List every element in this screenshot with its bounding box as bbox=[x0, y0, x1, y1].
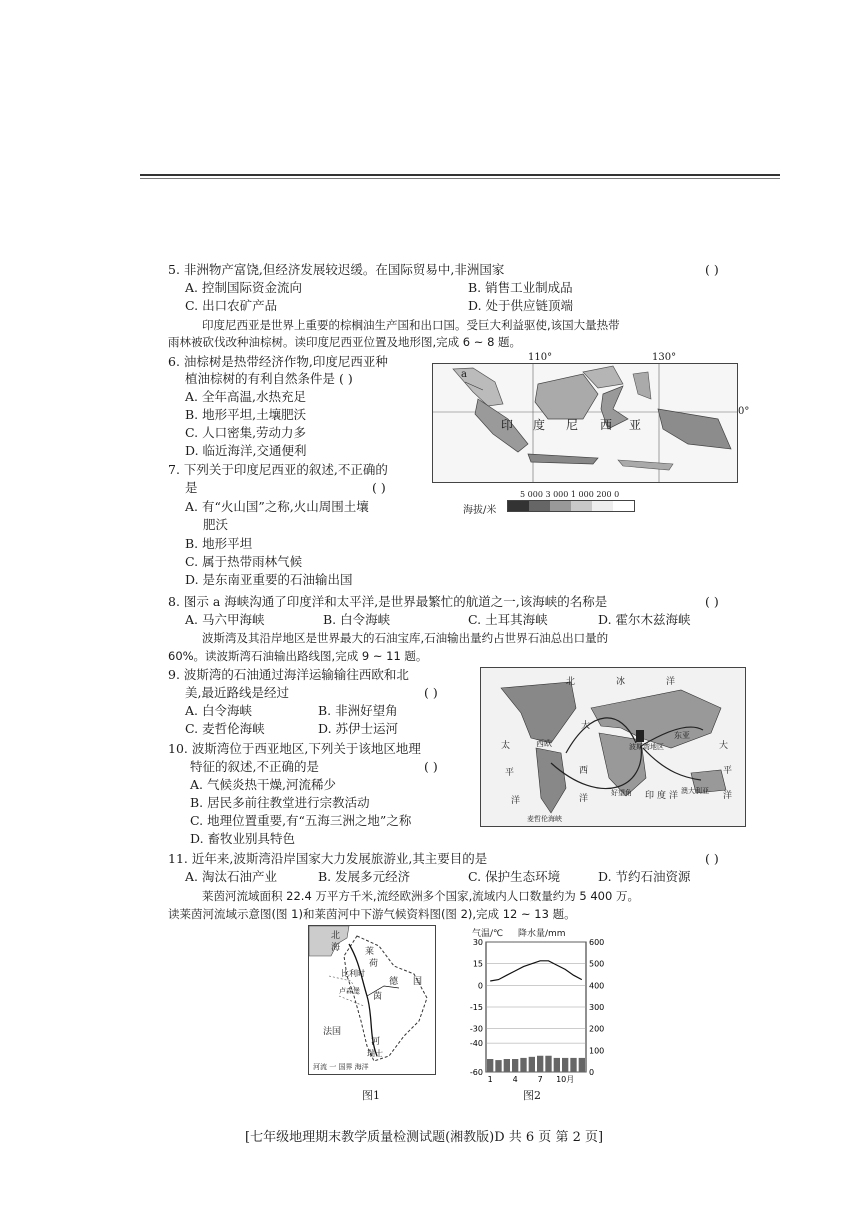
precip-tick-label: 600 bbox=[589, 938, 605, 947]
precip-tick-label: 500 bbox=[589, 959, 605, 969]
oil-route-map-caption: 麦哲伦海峡 bbox=[527, 815, 562, 823]
precip-bar bbox=[570, 1058, 576, 1072]
q5-option-c: C. 出口农矿产品 bbox=[185, 298, 278, 313]
q8-option-c: C. 土耳其海峡 bbox=[468, 612, 548, 627]
intro-persian-gulf-line1: 波斯湾及其沿岸地区是世界最大的石油宝库,石油输出量约占世界石油总出口量的 bbox=[202, 631, 609, 645]
q8-stem: 8. 图示 a 海峡沟通了印度洋和太平洋,是世界最繁忙的航道之一,该海峡的名称是 bbox=[168, 594, 608, 609]
temp-tick-label: 30 bbox=[472, 938, 483, 947]
intro-rhine-line2: 读莱茵河流域示意图(图 1)和莱茵河中下游气候资料图(图 2),完成 12 ~ 13 题。 bbox=[168, 907, 576, 921]
elevation-legend-title: 海拔/米 bbox=[463, 505, 497, 516]
q10-stem-2: 特征的叙述,不正确的是 bbox=[190, 759, 319, 774]
ocean-label-pacific-w-3: 洋 bbox=[511, 796, 521, 806]
q6-stem-1: 6. 油棕树是热带经济作物,印度尼西亚种 bbox=[168, 354, 388, 369]
q8-option-b: B. 白令海峡 bbox=[323, 612, 391, 627]
q11-option-b: B. 发展多元经济 bbox=[318, 869, 411, 884]
fig2-precip-axis-title: 降水量/mm bbox=[518, 929, 566, 939]
q11-answer-paren: ( ) bbox=[705, 851, 719, 866]
map-country-char-4: 西 bbox=[600, 418, 613, 432]
precip-tick-label: 400 bbox=[589, 981, 605, 991]
ocean-label-arctic-3: 洋 bbox=[666, 677, 676, 687]
q7-option-a-2: 肥沃 bbox=[203, 517, 229, 532]
elevation-legend-bar bbox=[507, 500, 635, 512]
map-country-char-2: 度 bbox=[533, 418, 546, 432]
fig1-legend: 河流 一 国界 海洋 bbox=[313, 1063, 369, 1071]
q10-option-a: A. 气候炎热干燥,河流稀少 bbox=[190, 777, 336, 792]
page-footer: [七年级地理期末教学质量检测试题(湘教版)D 共 6 页 第 2 页] bbox=[245, 1130, 604, 1145]
precip-bar bbox=[512, 1059, 518, 1072]
rhine-basin-map bbox=[308, 925, 436, 1075]
fig1-label-north: 北 bbox=[331, 931, 341, 941]
ocean-label-atlantic-2: 西 bbox=[579, 766, 589, 776]
precip-bar bbox=[520, 1058, 526, 1072]
fig2-temp-axis-title: 气温/℃ bbox=[472, 929, 504, 939]
ocean-label-arctic-2: 冰 bbox=[616, 677, 626, 687]
ocean-label-pacific-e-2: 平 bbox=[723, 766, 733, 776]
q7-option-b: B. 地形平坦 bbox=[185, 536, 253, 551]
scan-top-rule bbox=[140, 174, 780, 176]
q9-option-b: B. 非洲好望角 bbox=[318, 703, 398, 718]
region-label-east-asia: 东亚 bbox=[674, 731, 690, 740]
month-tick-label: 4 bbox=[512, 1075, 518, 1084]
q10-answer-paren: ( ) bbox=[424, 759, 438, 774]
q9-answer-paren: ( ) bbox=[424, 685, 438, 700]
ocean-label-atlantic-3: 洋 bbox=[579, 794, 589, 804]
q7-stem-2: 是 bbox=[185, 480, 198, 495]
temp-tick-label: -60 bbox=[469, 1068, 483, 1077]
q8-option-d: D. 霍尔木兹海峡 bbox=[598, 612, 691, 627]
q7-stem-1: 7. 下列关于印度尼西亚的叙述,不正确的 bbox=[168, 462, 388, 477]
q9-option-a: A. 白令海峡 bbox=[185, 703, 252, 718]
strait-label-a: a bbox=[461, 369, 467, 380]
q5-answer-paren: ( ) bbox=[705, 262, 719, 277]
elevation-scale-values: 5 000 3 000 1 000 200 0 bbox=[520, 490, 620, 499]
precip-bar bbox=[545, 1056, 551, 1072]
oil-route-map-graphic bbox=[481, 668, 745, 826]
map-longitude-110: 110° bbox=[528, 352, 553, 363]
q5-option-d: D. 处于供应链顶端 bbox=[468, 298, 574, 313]
q10-stem-1: 10. 波斯湾位于西亚地区,下列关于该地区地理 bbox=[168, 741, 421, 756]
fig2-caption: 图2 bbox=[523, 1089, 541, 1102]
q9-option-c: C. 麦哲伦海峡 bbox=[185, 721, 265, 736]
q5-option-b: B. 销售工业制成品 bbox=[468, 280, 573, 295]
precip-bar bbox=[487, 1059, 493, 1072]
ocean-label-pacific-w-1: 太 bbox=[501, 741, 511, 751]
intro-rhine-line1: 莱茵河流域面积 22.4 万平方千米,流经欧洲多个国家,流域内人口数量约为 5 400 万。 bbox=[202, 889, 639, 903]
q8-answer-paren: ( ) bbox=[705, 594, 719, 609]
precip-bar bbox=[495, 1060, 501, 1072]
temp-tick-label: 15 bbox=[472, 959, 483, 969]
fig1-label-rhine-1: 莱 bbox=[365, 947, 375, 957]
temp-tick-label: -40 bbox=[469, 1039, 483, 1049]
map-country-char-3: 尼 bbox=[566, 418, 579, 432]
ocean-label-indian-1: 印 bbox=[645, 791, 655, 801]
intro-persian-gulf-line2: 60%。读波斯湾石油输出路线图,完成 9 ~ 11 题。 bbox=[168, 649, 428, 663]
ocean-label-pacific-e-3: 洋 bbox=[723, 791, 733, 801]
q7-option-a-1: A. 有“火山国”之称,火山周围土壤 bbox=[185, 499, 369, 514]
q5-option-a: A. 控制国际资金流向 bbox=[185, 280, 302, 295]
climate-chart bbox=[458, 936, 618, 1086]
q6-option-b: B. 地形平坦,土壤肥沃 bbox=[185, 407, 307, 422]
ocean-label-atlantic-1: 大 bbox=[581, 721, 591, 731]
temp-tick-label: -30 bbox=[469, 1024, 483, 1034]
ocean-label-arctic-1: 北 bbox=[566, 677, 576, 687]
month-tick-label: 1 bbox=[487, 1075, 493, 1084]
q10-option-b: B. 居民多前往教堂进行宗教活动 bbox=[190, 795, 370, 810]
month-tick-label: 10月 bbox=[556, 1075, 575, 1084]
oil-route-map bbox=[480, 667, 746, 827]
fig1-label-switzerland: 瑞士 bbox=[367, 1049, 383, 1058]
precip-tick-label: 300 bbox=[589, 1003, 605, 1012]
temp-tick-label: 0 bbox=[477, 981, 483, 991]
ocean-label-indian-3: 洋 bbox=[669, 791, 679, 801]
q7-option-d: D. 是东南亚重要的石油输出国 bbox=[185, 572, 353, 587]
fig1-label-rhine-2: 河 bbox=[371, 1037, 381, 1047]
ocean-label-pacific-e-1: 大 bbox=[719, 741, 729, 751]
region-label-west-europe: 西欧 bbox=[536, 739, 552, 748]
precip-bar bbox=[554, 1058, 560, 1072]
region-label-persian-gulf: 波斯湾地区 bbox=[629, 743, 664, 751]
precip-bar bbox=[562, 1058, 568, 1072]
map-longitude-130: 130° bbox=[652, 352, 677, 363]
q6-option-a: A. 全年高温,水热充足 bbox=[185, 389, 306, 404]
precip-bar bbox=[579, 1058, 585, 1072]
intro-indonesia-line1: 印度尼西亚是世界上重要的棕榈油生产国和出口国。受巨大利益驱使,该国大量热带 bbox=[202, 318, 620, 332]
q5-stem: 5. 非洲物产富饶,但经济发展较迟缓。在国际贸易中,非洲国家 bbox=[168, 262, 505, 277]
map-country-char-1: 印 bbox=[501, 418, 514, 432]
fig1-label-belgium: 比利时 bbox=[341, 969, 365, 978]
temp-tick-label: -15 bbox=[469, 1003, 483, 1012]
q8-option-a: A. 马六甲海峡 bbox=[185, 612, 265, 627]
map-country-char-5: 亚 bbox=[629, 418, 642, 432]
scan-top-rule-thin bbox=[140, 178, 780, 179]
precip-tick-label: 200 bbox=[589, 1024, 605, 1034]
q11-option-c: C. 保护生态环境 bbox=[468, 869, 561, 884]
q7-answer-paren: ( ) bbox=[372, 480, 386, 495]
fig1-label-sea: 海 bbox=[331, 943, 341, 953]
q11-stem: 11. 近年来,波斯湾沿岸国家大力发展旅游业,其主要目的是 bbox=[168, 851, 488, 866]
map-equator-label: 0° bbox=[738, 406, 750, 417]
fig1-label-netherlands: 荷 bbox=[369, 959, 379, 969]
q6-option-d: D. 临近海洋,交通便利 bbox=[185, 443, 307, 458]
q11-option-d: D. 节约石油资源 bbox=[598, 869, 691, 884]
fig1-label-luxembourg: 卢森堡 bbox=[339, 987, 360, 995]
fig1-label-germany-2: 国 bbox=[413, 977, 423, 987]
month-tick-label: 7 bbox=[537, 1075, 543, 1084]
region-label-australia: 澳大利亚 bbox=[681, 787, 709, 795]
q11-option-a: A. 淘汰石油产业 bbox=[185, 869, 277, 884]
precip-bar bbox=[504, 1059, 510, 1072]
fig1-caption: 图1 bbox=[362, 1089, 380, 1102]
fig1-label-france: 法国 bbox=[323, 1027, 342, 1037]
q10-option-c: C. 地理位置重要,有“五海三洲之地”之称 bbox=[190, 813, 412, 828]
q7-option-c: C. 属于热带雨林气候 bbox=[185, 554, 303, 569]
fig1-label-germany-1: 德 bbox=[389, 977, 399, 987]
q9-stem-2: 美,最近路线是经过 bbox=[185, 685, 289, 700]
precip-bar bbox=[529, 1057, 535, 1072]
q9-stem-1: 9. 波斯湾的石油通过海洋运输输往西欧和北 bbox=[168, 667, 409, 682]
q6-stem-2: 植油棕树的有利自然条件是 ( ) bbox=[185, 371, 353, 386]
precip-tick-label: 100 bbox=[589, 1046, 605, 1056]
indonesia-terrain-map bbox=[432, 363, 738, 483]
q9-option-d: D. 苏伊士运河 bbox=[318, 721, 399, 736]
q10-option-d: D. 畜牧业别具特色 bbox=[190, 831, 296, 846]
intro-indonesia-line2: 雨林被砍伐改种油棕树。读印度尼西亚位置及地形图,完成 6 ~ 8 题。 bbox=[168, 335, 522, 349]
ocean-label-indian-2: 度 bbox=[657, 791, 667, 801]
precip-bar bbox=[537, 1056, 543, 1072]
precip-tick-label: 0 bbox=[589, 1068, 595, 1077]
indonesia-map-graphic bbox=[433, 364, 737, 482]
ocean-label-pacific-w-2: 平 bbox=[505, 768, 515, 778]
region-label-cape: 好望角 bbox=[611, 789, 632, 797]
q6-option-c: C. 人口密集,劳动力多 bbox=[185, 425, 307, 440]
fig1-label-rhine-3: 茵 bbox=[373, 992, 383, 1002]
